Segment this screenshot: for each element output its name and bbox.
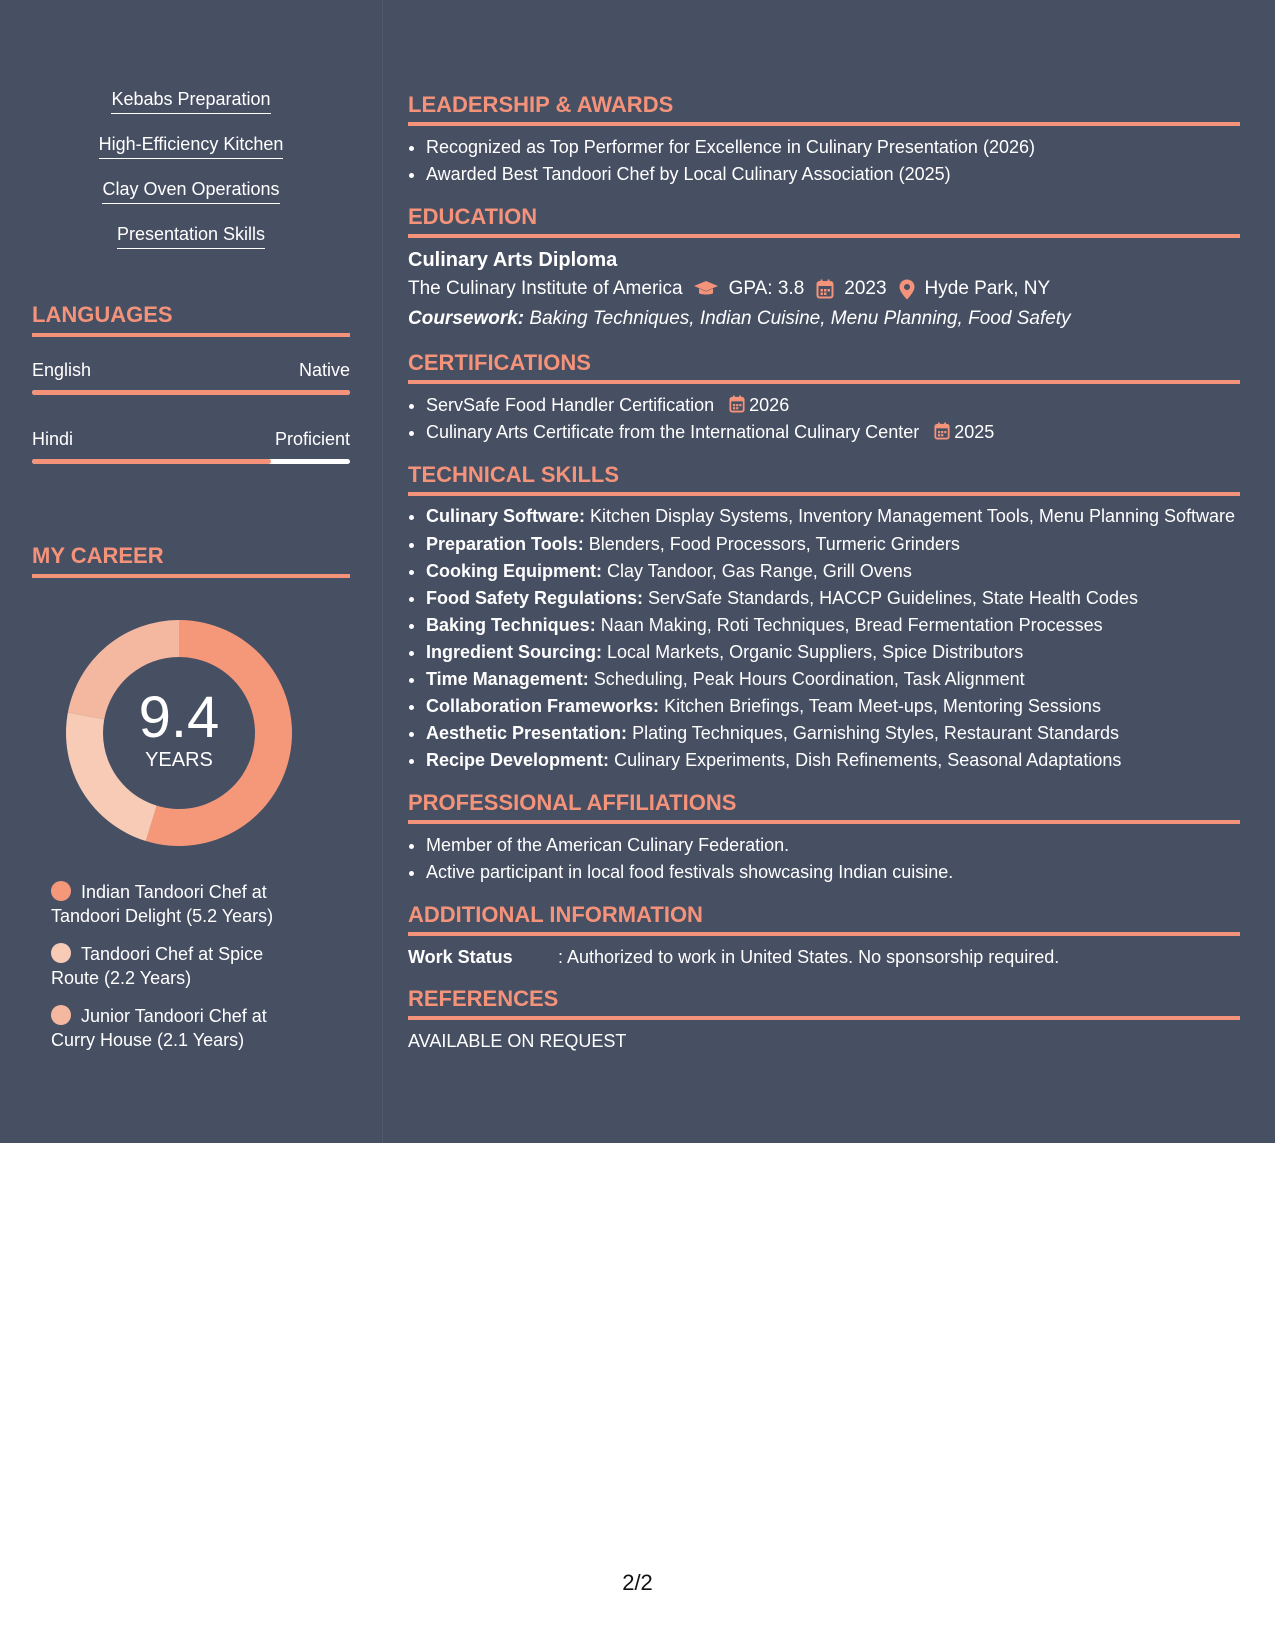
skill-tag-label: High-Efficiency Kitchen [99, 133, 284, 159]
additional-info-section [408, 902, 1240, 970]
career-legend-text: Tandoori Chef at Spice Route (2.2 Years) [51, 944, 264, 988]
certification-name: Culinary Arts Certificate from the International Culinary Center [426, 422, 920, 442]
list-item [426, 720, 1240, 747]
calendar-icon [729, 395, 745, 413]
skill-value: Blenders, Food Processors, Turmeric Grinders [588, 534, 960, 554]
career-total-unit: YEARS [145, 749, 213, 771]
career-legend-item [51, 1004, 311, 1052]
skill-label: Cooking Equipment: [426, 561, 602, 581]
leadership-list [408, 134, 1240, 188]
list-item [426, 666, 1240, 693]
certifications-list [408, 392, 1240, 446]
list-item [426, 747, 1240, 774]
skill-value: Kitchen Briefings, Team Meet-ups, Mentoring Sessions [664, 696, 1101, 716]
section-heading: PROFESSIONAL AFFILIATIONS [408, 790, 1240, 824]
skill-tag-label: Presentation Skills [117, 223, 265, 249]
skill-tag [32, 133, 350, 159]
info-value: : Authorized to work in United States. No sponsorship required. [558, 947, 1060, 967]
skill-value: Naan Making, Roti Techniques, Bread Fermentation Processes [600, 615, 1103, 635]
education-details [408, 274, 1240, 304]
skill-value: ServSafe Standards, HACCP Guidelines, State Health Codes [648, 588, 1138, 608]
language-proficiency-bar [32, 459, 350, 464]
skill-tag [32, 88, 350, 114]
skill-tag [32, 178, 350, 204]
section-heading: TECHNICAL SKILLS [408, 462, 1240, 496]
list-item [426, 504, 1240, 528]
career-legend-dot [51, 881, 71, 901]
calendar-icon [934, 422, 950, 440]
language-proficiency-fill [32, 390, 350, 395]
certification-year: 2026 [749, 395, 790, 415]
list-item: • Recognized as Top Performer for Excellence in Culinary Presentation (2026) [426, 134, 1240, 161]
career-legend-text: Indian Tandoori Chef at Tandoori Delight (5.2 Years) [51, 882, 274, 926]
career-legend-item [51, 880, 311, 928]
sidebar [0, 0, 383, 1143]
skill-value: Culinary Experiments, Dish Refinements, Seasonal Adaptations [614, 750, 1122, 770]
skill-value: Kitchen Display Systems, Inventory Management Tools, Menu Planning Software [590, 506, 1236, 526]
leadership-section [408, 92, 1240, 188]
language-level: Proficient [274, 429, 350, 449]
section-heading: CERTIFICATIONS [408, 350, 1240, 384]
section-heading: ADDITIONAL INFORMATION [408, 902, 1240, 936]
education-section [408, 204, 1240, 334]
language-proficiency-bar [32, 390, 350, 395]
page-number: 2/2 [622, 1570, 653, 1595]
skill-tag-label: Clay Oven Operations [102, 178, 279, 204]
language-row-english [32, 359, 350, 395]
degree-title: Culinary Arts Diploma [408, 249, 618, 271]
skill-label: Collaboration Frameworks: [426, 696, 660, 716]
skill-value: Plating Techniques, Garnishing Styles, Restaurant Standards [632, 723, 1120, 743]
career-donut-chart [66, 620, 292, 846]
certification-year: 2025 [954, 422, 995, 442]
calendar-icon [816, 279, 834, 299]
skill-label: Baking Techniques: [426, 615, 596, 635]
technical-skills-list [408, 504, 1240, 774]
affiliations-section [408, 790, 1240, 886]
skill-tag-label: Kebabs Preparation [111, 88, 270, 114]
list-item [426, 558, 1240, 585]
list-item: • Active participant in local food festivals showcasing Indian cuisine. [426, 859, 1240, 886]
career-total [66, 620, 292, 846]
section-heading: LEADERSHIP & AWARDS [408, 92, 1240, 126]
languages-heading: LANGUAGES [32, 302, 350, 337]
career-legend-dot [51, 1005, 71, 1025]
location-pin-icon [899, 279, 915, 300]
career-heading: MY CAREER [32, 543, 350, 578]
section-heading: EDUCATION [408, 204, 1240, 238]
certification-name: ServSafe Food Handler Certification [426, 395, 715, 415]
skill-label: Culinary Software: [426, 506, 586, 526]
gpa: GPA: 3.8 [728, 278, 805, 299]
list-item [426, 585, 1240, 612]
language-row-hindi [32, 428, 350, 464]
skill-label: Food Safety Regulations: [426, 588, 644, 608]
section-heading: REFERENCES [408, 986, 1240, 1020]
list-item [426, 612, 1240, 639]
info-key: Work Status [408, 947, 513, 967]
language-name: Hindi [32, 429, 74, 449]
list-item [426, 531, 1240, 558]
skill-value: Local Markets, Organic Suppliers, Spice Distributors [607, 642, 1024, 662]
list-item [426, 392, 1240, 419]
list-item: • Awarded Best Tandoori Chef by Local Culinary Association (2025) [426, 161, 1240, 188]
school-name: The Culinary Institute of America [408, 278, 683, 299]
skill-value: Clay Tandoor, Gas Range, Grill Ovens [607, 561, 912, 581]
references-text: AVAILABLE ON REQUEST [408, 1031, 627, 1051]
list-item: • Member of the American Culinary Federation. [426, 832, 1240, 859]
list-item [426, 419, 1240, 446]
language-name: English [32, 360, 92, 380]
list-item [426, 693, 1240, 720]
skill-label: Preparation Tools: [426, 534, 584, 554]
language-level: Native [298, 360, 350, 380]
school-location: Hyde Park, NY [924, 278, 1051, 299]
career-legend-dot [51, 943, 71, 963]
skill-value: Scheduling, Peak Hours Coordination, Task Alignment [593, 669, 1025, 689]
list-item [426, 639, 1240, 666]
coursework-list: Baking Techniques, Indian Cuisine, Menu Planning, Food Safety [529, 308, 1071, 329]
graduation-year: 2023 [844, 278, 887, 299]
references-section [408, 986, 1240, 1054]
main-content [408, 92, 1240, 1070]
skill-label: Aesthetic Presentation: [426, 723, 628, 743]
career-legend-item [51, 942, 311, 990]
affiliations-list [408, 832, 1240, 886]
technical-skills-section [408, 462, 1240, 774]
skill-tag [32, 223, 350, 249]
career-total-value: 9.4 [138, 685, 220, 750]
skill-label: Time Management: [426, 669, 589, 689]
coursework-label: Coursework: [408, 308, 525, 329]
work-status-row [408, 944, 1240, 970]
graduation-cap-icon [693, 280, 719, 298]
language-proficiency-fill [32, 459, 271, 464]
skill-label: Recipe Development: [426, 750, 610, 770]
skill-label: Ingredient Sourcing: [426, 642, 603, 662]
coursework [408, 304, 1240, 334]
certifications-section [408, 350, 1240, 446]
career-legend-text: Junior Tandoori Chef at Curry House (2.1 Years) [51, 1006, 267, 1050]
